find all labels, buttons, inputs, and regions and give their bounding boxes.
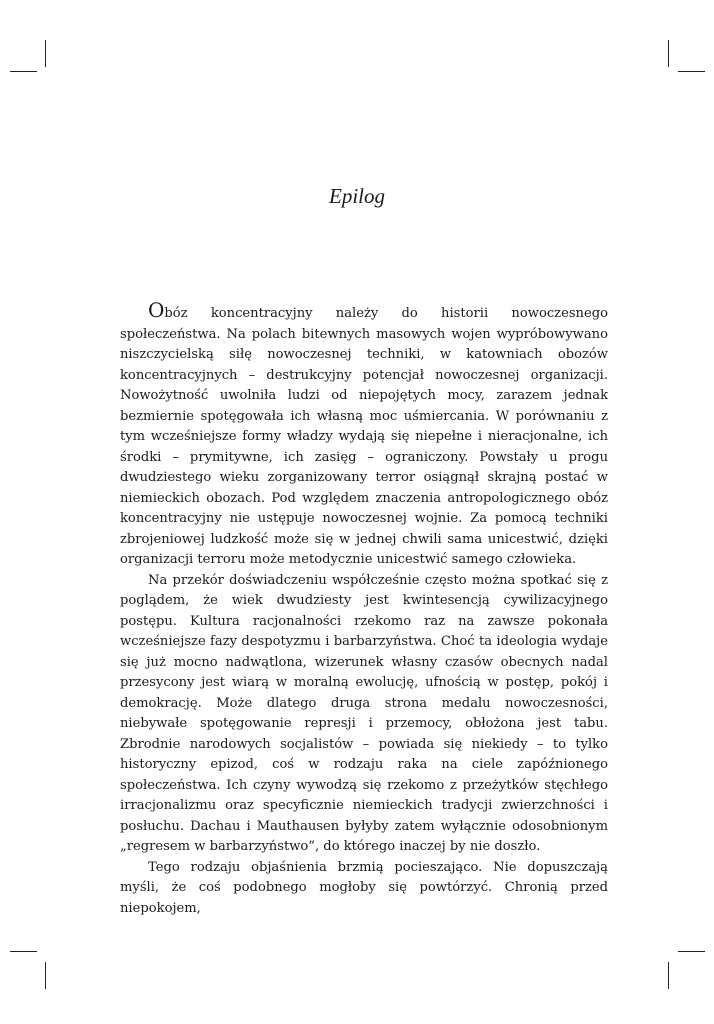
paragraph-2: Na przekór doświadczeniu współcześnie często można spotkać się z poglądem, że wiek dwudziesty jest kwintesencją cywilizacyjnego postępu. Kultura racjonalności rzekomo raz na zawsze pokonała wcześniejsze fazy despotyzmu i barbarzyństwa. Choć ta ideologia wydaje się już mocno nadwątlona, wizerunek własny czasów obecnych nadal przesycony jest wiarą w moralną ewolucję, ufnością w postęp, pokój i demokrację. Może dlatego druga strona medalu nowoczesności, niebywałe spotęgowanie represji i przemocy, obłożona jest tabu. Zbrodnie narodowych socjalistów – powiada się niekiedy – to tylko historyczny epizod, coś w rodzaju raka na ciele zapóźnionego społeczeństwa. Ich czyny wywodzą się rzekomo z przeżytków stęchłego irracjonalizmu oraz specyficznie niemieckich tradycji zwierzchności i posłuchu. Dachau i Mauthausen byłyby zatem wyłącznie odosobnionym „regresem w barbarzyństwo”, do którego inaczej by nie doszło. xyxy=(120,572,608,854)
crop-mark-top-left-horizontal xyxy=(10,71,37,72)
crop-mark-top-right-vertical xyxy=(668,40,669,67)
chapter-title: Epilog xyxy=(329,184,385,208)
crop-mark-bottom-left-vertical xyxy=(45,962,46,989)
paragraph-1 xyxy=(120,298,608,571)
crop-mark-bottom-right-horizontal xyxy=(678,951,705,952)
crop-mark-bottom-left-horizontal xyxy=(10,951,37,952)
chapter-body xyxy=(120,298,608,919)
paragraph-1-text: bóz koncentracyjny należy do historii nowoczesnego społeczeństwa. Na polach bitewnych masowych wojen wypróbowywano niszczycielską siłę nowoczesnej techniki, w katowniach obozów koncentracyjnych – destrukcyjny potencjał nowoczesnej organizacji. Nowożytność uwolniła ludzi od niepojętych mocy, zarazem jednak bezmiernie spotęgowała ich własną moc uśmiercania. W porównaniu z tym wcześniejsze formy władzy wydają się niepełne i nieracjonalne, ich środki – prymitywne, ich zasięg – ograniczony. Powstały u progu dwudziestego wieku zorganizowany terror osiągnął skrajną postać w niemieckich obozach. Pod względem znaczenia antropologicznego obóz koncentracyjny nie ustępuje nowoczesnej wojnie. Za pomocą techniki zbrojeniowej ludzkość może się w jednej chwili sama unicestwić, dzięki organizacji terroru może metodycznie unicestwić samego człowieka. xyxy=(120,306,608,567)
crop-mark-bottom-right-vertical xyxy=(668,962,669,989)
crop-mark-top-left-vertical xyxy=(45,40,46,67)
crop-mark-top-right-horizontal xyxy=(678,71,705,72)
paragraph-3: Tego rodzaju objaśnienia brzmią pocieszająco. Nie dopuszczają myśli, że coś podobnego mogłoby się powtórzyć. Chronią przed niepokojem, xyxy=(120,859,608,916)
initial-letter: O xyxy=(148,298,165,322)
